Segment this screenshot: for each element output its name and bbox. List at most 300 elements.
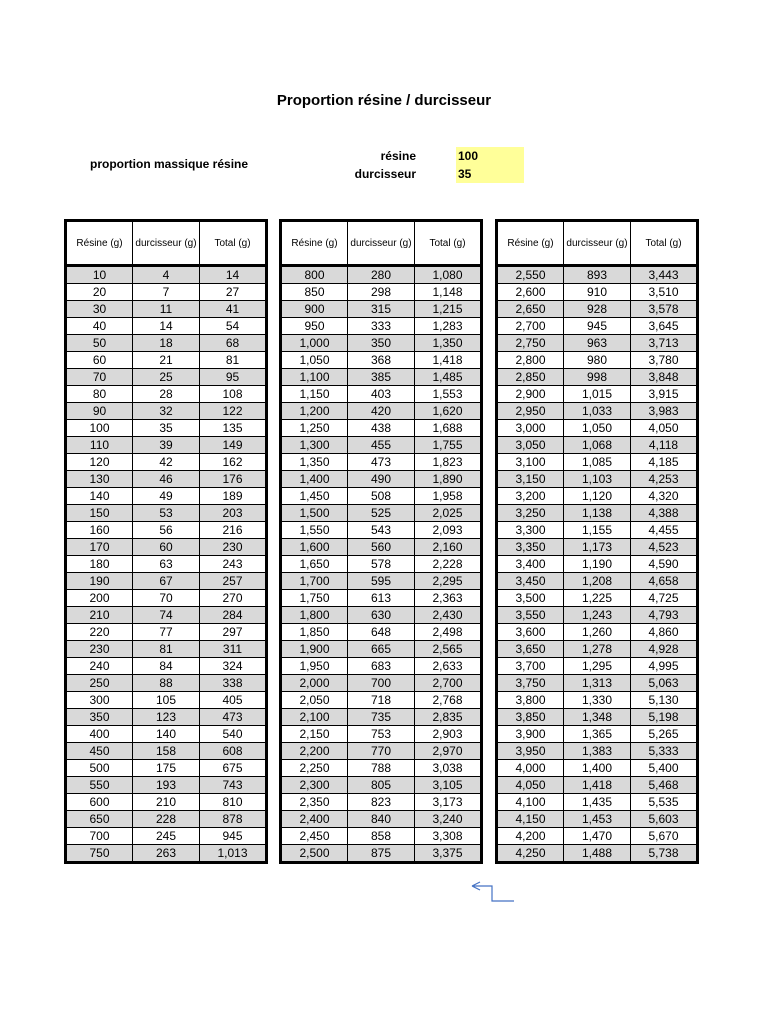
cell-resine[interactable]: 4,000 (497, 760, 564, 777)
cell-resine[interactable]: 350 (66, 709, 133, 726)
cell-resine[interactable]: 220 (66, 624, 133, 641)
cell-resine[interactable]: 3,350 (497, 539, 564, 556)
cell-durcisseur[interactable]: 193 (133, 777, 200, 794)
cell-total[interactable]: 95 (200, 369, 267, 386)
cell-resine[interactable]: 1,550 (281, 522, 348, 539)
cell-resine[interactable]: 230 (66, 641, 133, 658)
cell-durcisseur[interactable]: 210 (133, 794, 200, 811)
cell-total[interactable]: 4,523 (631, 539, 698, 556)
cell-resine[interactable]: 1,500 (281, 505, 348, 522)
cell-durcisseur[interactable]: 578 (348, 556, 415, 573)
cell-total[interactable]: 5,603 (631, 811, 698, 828)
cell-total[interactable]: 3,578 (631, 301, 698, 318)
cell-total[interactable]: 1,013 (200, 845, 267, 863)
cell-durcisseur[interactable]: 81 (133, 641, 200, 658)
cell-total[interactable]: 4,860 (631, 624, 698, 641)
cell-resine[interactable]: 1,650 (281, 556, 348, 573)
cell-resine[interactable]: 3,450 (497, 573, 564, 590)
cell-resine[interactable]: 50 (66, 335, 133, 352)
cell-total[interactable]: 284 (200, 607, 267, 624)
cell-resine[interactable]: 4,150 (497, 811, 564, 828)
cell-total[interactable]: 540 (200, 726, 267, 743)
cell-durcisseur[interactable]: 1,173 (564, 539, 631, 556)
cell-resine[interactable]: 900 (281, 301, 348, 318)
cell-total[interactable]: 945 (200, 828, 267, 845)
cell-resine[interactable]: 130 (66, 471, 133, 488)
cell-total[interactable]: 2,160 (415, 539, 482, 556)
cell-resine[interactable]: 750 (66, 845, 133, 863)
cell-resine[interactable]: 2,850 (497, 369, 564, 386)
cell-durcisseur[interactable]: 1,120 (564, 488, 631, 505)
cell-total[interactable]: 473 (200, 709, 267, 726)
cell-resine[interactable]: 4,250 (497, 845, 564, 863)
cell-resine[interactable]: 3,000 (497, 420, 564, 437)
cell-durcisseur[interactable]: 280 (348, 266, 415, 284)
cell-total[interactable]: 5,468 (631, 777, 698, 794)
cell-resine[interactable]: 4,200 (497, 828, 564, 845)
cell-total[interactable]: 324 (200, 658, 267, 675)
cell-resine[interactable]: 1,250 (281, 420, 348, 437)
cell-durcisseur[interactable]: 963 (564, 335, 631, 352)
cell-total[interactable]: 1,485 (415, 369, 482, 386)
cell-total[interactable]: 3,780 (631, 352, 698, 369)
cell-resine[interactable]: 90 (66, 403, 133, 420)
cell-total[interactable]: 1,418 (415, 352, 482, 369)
cell-durcisseur[interactable]: 560 (348, 539, 415, 556)
cell-durcisseur[interactable]: 823 (348, 794, 415, 811)
cell-total[interactable]: 5,198 (631, 709, 698, 726)
cell-durcisseur[interactable]: 368 (348, 352, 415, 369)
cell-resine[interactable]: 3,050 (497, 437, 564, 454)
cell-total[interactable]: 216 (200, 522, 267, 539)
cell-durcisseur[interactable]: 140 (133, 726, 200, 743)
cell-total[interactable]: 1,350 (415, 335, 482, 352)
cell-resine[interactable]: 80 (66, 386, 133, 403)
cell-durcisseur[interactable]: 88 (133, 675, 200, 692)
cell-durcisseur[interactable]: 770 (348, 743, 415, 760)
cell-durcisseur[interactable]: 1,295 (564, 658, 631, 675)
cell-resine[interactable]: 160 (66, 522, 133, 539)
cell-durcisseur[interactable]: 84 (133, 658, 200, 675)
cell-durcisseur[interactable]: 67 (133, 573, 200, 590)
cell-total[interactable]: 4,050 (631, 420, 698, 437)
cell-durcisseur[interactable]: 228 (133, 811, 200, 828)
cell-resine[interactable]: 2,300 (281, 777, 348, 794)
cell-durcisseur[interactable]: 1,260 (564, 624, 631, 641)
cell-resine[interactable]: 2,200 (281, 743, 348, 760)
cell-resine[interactable]: 2,350 (281, 794, 348, 811)
cell-durcisseur[interactable]: 1,085 (564, 454, 631, 471)
cell-resine[interactable]: 3,800 (497, 692, 564, 709)
cell-total[interactable]: 3,848 (631, 369, 698, 386)
cell-total[interactable]: 4,793 (631, 607, 698, 624)
cell-resine[interactable]: 1,350 (281, 454, 348, 471)
cell-total[interactable]: 1,688 (415, 420, 482, 437)
cell-resine[interactable]: 30 (66, 301, 133, 318)
cell-durcisseur[interactable]: 928 (564, 301, 631, 318)
cell-resine[interactable]: 20 (66, 284, 133, 301)
cell-resine[interactable]: 450 (66, 743, 133, 760)
cell-durcisseur[interactable]: 1,050 (564, 420, 631, 437)
cell-resine[interactable]: 210 (66, 607, 133, 624)
cell-total[interactable]: 2,430 (415, 607, 482, 624)
cell-total[interactable]: 122 (200, 403, 267, 420)
cell-total[interactable]: 297 (200, 624, 267, 641)
cell-total[interactable]: 2,903 (415, 726, 482, 743)
cell-total[interactable]: 3,240 (415, 811, 482, 828)
cell-total[interactable]: 230 (200, 539, 267, 556)
cell-durcisseur[interactable]: 7 (133, 284, 200, 301)
cell-resine[interactable]: 180 (66, 556, 133, 573)
cell-durcisseur[interactable]: 1,190 (564, 556, 631, 573)
cell-total[interactable]: 5,265 (631, 726, 698, 743)
cell-total[interactable]: 1,890 (415, 471, 482, 488)
cell-durcisseur[interactable]: 753 (348, 726, 415, 743)
cell-durcisseur[interactable]: 315 (348, 301, 415, 318)
cell-durcisseur[interactable]: 1,138 (564, 505, 631, 522)
cell-resine[interactable]: 3,600 (497, 624, 564, 641)
cell-resine[interactable]: 200 (66, 590, 133, 607)
cell-resine[interactable]: 10 (66, 266, 133, 284)
cell-resine[interactable]: 60 (66, 352, 133, 369)
cell-durcisseur[interactable]: 945 (564, 318, 631, 335)
cell-durcisseur[interactable]: 473 (348, 454, 415, 471)
cell-durcisseur[interactable]: 175 (133, 760, 200, 777)
cell-total[interactable]: 4,455 (631, 522, 698, 539)
cell-durcisseur[interactable]: 56 (133, 522, 200, 539)
cell-durcisseur[interactable]: 4 (133, 266, 200, 284)
cell-durcisseur[interactable]: 858 (348, 828, 415, 845)
cell-total[interactable]: 68 (200, 335, 267, 352)
cell-total[interactable]: 3,308 (415, 828, 482, 845)
cell-durcisseur[interactable]: 1,278 (564, 641, 631, 658)
cell-resine[interactable]: 600 (66, 794, 133, 811)
cell-total[interactable]: 1,080 (415, 266, 482, 284)
cell-durcisseur[interactable]: 245 (133, 828, 200, 845)
cell-total[interactable]: 878 (200, 811, 267, 828)
cell-resine[interactable]: 100 (66, 420, 133, 437)
cell-durcisseur[interactable]: 21 (133, 352, 200, 369)
cell-resine[interactable]: 3,200 (497, 488, 564, 505)
cell-durcisseur[interactable]: 1,453 (564, 811, 631, 828)
cell-durcisseur[interactable]: 63 (133, 556, 200, 573)
cell-resine[interactable]: 190 (66, 573, 133, 590)
cell-total[interactable]: 2,970 (415, 743, 482, 760)
cell-durcisseur[interactable]: 25 (133, 369, 200, 386)
cell-total[interactable]: 2,363 (415, 590, 482, 607)
cell-durcisseur[interactable]: 438 (348, 420, 415, 437)
cell-total[interactable]: 4,185 (631, 454, 698, 471)
cell-resine[interactable]: 1,300 (281, 437, 348, 454)
cell-durcisseur[interactable]: 613 (348, 590, 415, 607)
cell-durcisseur[interactable]: 455 (348, 437, 415, 454)
cell-durcisseur[interactable]: 1,225 (564, 590, 631, 607)
cell-total[interactable]: 81 (200, 352, 267, 369)
cell-total[interactable]: 675 (200, 760, 267, 777)
cell-resine[interactable]: 2,950 (497, 403, 564, 420)
cell-total[interactable]: 41 (200, 301, 267, 318)
cell-resine[interactable]: 2,750 (497, 335, 564, 352)
cell-resine[interactable]: 950 (281, 318, 348, 335)
cell-total[interactable]: 2,498 (415, 624, 482, 641)
cell-total[interactable]: 311 (200, 641, 267, 658)
cell-durcisseur[interactable]: 49 (133, 488, 200, 505)
cell-durcisseur[interactable]: 683 (348, 658, 415, 675)
cell-total[interactable]: 4,590 (631, 556, 698, 573)
cell-total[interactable]: 3,983 (631, 403, 698, 420)
cell-total[interactable]: 1,958 (415, 488, 482, 505)
cell-total[interactable]: 5,130 (631, 692, 698, 709)
cell-total[interactable]: 3,105 (415, 777, 482, 794)
cell-durcisseur[interactable]: 18 (133, 335, 200, 352)
cell-total[interactable]: 2,768 (415, 692, 482, 709)
cell-total[interactable]: 270 (200, 590, 267, 607)
cell-total[interactable]: 1,215 (415, 301, 482, 318)
ratio-value-resine[interactable]: 100 (456, 147, 524, 165)
cell-total[interactable]: 257 (200, 573, 267, 590)
cell-total[interactable]: 176 (200, 471, 267, 488)
cell-resine[interactable]: 1,800 (281, 607, 348, 624)
cell-total[interactable]: 3,443 (631, 266, 698, 284)
cell-total[interactable]: 3,173 (415, 794, 482, 811)
cell-resine[interactable]: 650 (66, 811, 133, 828)
cell-durcisseur[interactable]: 1,330 (564, 692, 631, 709)
cell-resine[interactable]: 3,850 (497, 709, 564, 726)
cell-resine[interactable]: 850 (281, 284, 348, 301)
cell-resine[interactable]: 1,450 (281, 488, 348, 505)
cell-total[interactable]: 5,670 (631, 828, 698, 845)
cell-resine[interactable]: 1,050 (281, 352, 348, 369)
cell-durcisseur[interactable]: 1,470 (564, 828, 631, 845)
cell-total[interactable]: 4,658 (631, 573, 698, 590)
cell-total[interactable]: 4,995 (631, 658, 698, 675)
cell-resine[interactable]: 150 (66, 505, 133, 522)
cell-resine[interactable]: 1,000 (281, 335, 348, 352)
cell-resine[interactable]: 3,400 (497, 556, 564, 573)
cell-resine[interactable]: 1,400 (281, 471, 348, 488)
cell-durcisseur[interactable]: 1,313 (564, 675, 631, 692)
cell-total[interactable]: 2,700 (415, 675, 482, 692)
cell-durcisseur[interactable]: 60 (133, 539, 200, 556)
cell-total[interactable]: 27 (200, 284, 267, 301)
cell-durcisseur[interactable]: 385 (348, 369, 415, 386)
cell-resine[interactable]: 1,750 (281, 590, 348, 607)
cell-resine[interactable]: 2,400 (281, 811, 348, 828)
cell-resine[interactable]: 2,250 (281, 760, 348, 777)
cell-total[interactable]: 5,738 (631, 845, 698, 863)
cell-resine[interactable]: 1,200 (281, 403, 348, 420)
cell-total[interactable]: 4,320 (631, 488, 698, 505)
cell-durcisseur[interactable]: 735 (348, 709, 415, 726)
cell-resine[interactable]: 40 (66, 318, 133, 335)
cell-durcisseur[interactable]: 123 (133, 709, 200, 726)
cell-durcisseur[interactable]: 630 (348, 607, 415, 624)
cell-resine[interactable]: 250 (66, 675, 133, 692)
cell-resine[interactable]: 2,050 (281, 692, 348, 709)
cell-total[interactable]: 1,283 (415, 318, 482, 335)
cell-total[interactable]: 2,565 (415, 641, 482, 658)
cell-total[interactable]: 1,823 (415, 454, 482, 471)
cell-total[interactable]: 338 (200, 675, 267, 692)
cell-total[interactable]: 4,118 (631, 437, 698, 454)
cell-resine[interactable]: 1,600 (281, 539, 348, 556)
cell-durcisseur[interactable]: 1,033 (564, 403, 631, 420)
cell-resine[interactable]: 3,950 (497, 743, 564, 760)
cell-resine[interactable]: 3,300 (497, 522, 564, 539)
cell-durcisseur[interactable]: 840 (348, 811, 415, 828)
cell-resine[interactable]: 400 (66, 726, 133, 743)
cell-resine[interactable]: 4,050 (497, 777, 564, 794)
cell-resine[interactable]: 2,000 (281, 675, 348, 692)
cell-total[interactable]: 108 (200, 386, 267, 403)
cell-resine[interactable]: 2,700 (497, 318, 564, 335)
cell-total[interactable]: 14 (200, 266, 267, 284)
cell-durcisseur[interactable]: 1,435 (564, 794, 631, 811)
cell-durcisseur[interactable]: 525 (348, 505, 415, 522)
cell-total[interactable]: 3,375 (415, 845, 482, 863)
cell-resine[interactable]: 500 (66, 760, 133, 777)
cell-durcisseur[interactable]: 1,400 (564, 760, 631, 777)
cell-durcisseur[interactable]: 1,383 (564, 743, 631, 760)
cell-resine[interactable]: 2,600 (497, 284, 564, 301)
cell-total[interactable]: 5,535 (631, 794, 698, 811)
cell-resine[interactable]: 1,850 (281, 624, 348, 641)
cell-durcisseur[interactable]: 1,208 (564, 573, 631, 590)
cell-durcisseur[interactable]: 46 (133, 471, 200, 488)
cell-resine[interactable]: 2,800 (497, 352, 564, 369)
cell-total[interactable]: 1,553 (415, 386, 482, 403)
cell-durcisseur[interactable]: 105 (133, 692, 200, 709)
cell-total[interactable]: 135 (200, 420, 267, 437)
cell-total[interactable]: 54 (200, 318, 267, 335)
cell-durcisseur[interactable]: 910 (564, 284, 631, 301)
cell-total[interactable]: 189 (200, 488, 267, 505)
cell-total[interactable]: 3,915 (631, 386, 698, 403)
cell-resine[interactable]: 1,900 (281, 641, 348, 658)
cell-total[interactable]: 3,645 (631, 318, 698, 335)
cell-durcisseur[interactable]: 403 (348, 386, 415, 403)
cell-total[interactable]: 149 (200, 437, 267, 454)
cell-total[interactable]: 4,725 (631, 590, 698, 607)
cell-resine[interactable]: 2,100 (281, 709, 348, 726)
cell-durcisseur[interactable]: 1,155 (564, 522, 631, 539)
cell-durcisseur[interactable]: 298 (348, 284, 415, 301)
cell-durcisseur[interactable]: 893 (564, 266, 631, 284)
cell-resine[interactable]: 2,550 (497, 266, 564, 284)
cell-durcisseur[interactable]: 875 (348, 845, 415, 863)
cell-durcisseur[interactable]: 53 (133, 505, 200, 522)
cell-durcisseur[interactable]: 788 (348, 760, 415, 777)
cell-resine[interactable]: 110 (66, 437, 133, 454)
cell-durcisseur[interactable]: 11 (133, 301, 200, 318)
cell-total[interactable]: 3,038 (415, 760, 482, 777)
cell-total[interactable]: 2,633 (415, 658, 482, 675)
cell-total[interactable]: 243 (200, 556, 267, 573)
cell-resine[interactable]: 2,500 (281, 845, 348, 863)
cell-resine[interactable]: 2,900 (497, 386, 564, 403)
cell-total[interactable]: 608 (200, 743, 267, 760)
cell-durcisseur[interactable]: 1,103 (564, 471, 631, 488)
cell-total[interactable]: 2,025 (415, 505, 482, 522)
cell-durcisseur[interactable]: 665 (348, 641, 415, 658)
cell-resine[interactable]: 3,150 (497, 471, 564, 488)
cell-total[interactable]: 1,620 (415, 403, 482, 420)
cell-durcisseur[interactable]: 350 (348, 335, 415, 352)
cell-durcisseur[interactable]: 14 (133, 318, 200, 335)
cell-resine[interactable]: 1,700 (281, 573, 348, 590)
cell-resine[interactable]: 3,700 (497, 658, 564, 675)
cell-durcisseur[interactable]: 490 (348, 471, 415, 488)
cell-resine[interactable]: 300 (66, 692, 133, 709)
cell-durcisseur[interactable]: 805 (348, 777, 415, 794)
ratio-value-durcisseur[interactable]: 35 (456, 165, 524, 183)
cell-durcisseur[interactable]: 1,365 (564, 726, 631, 743)
cell-total[interactable]: 743 (200, 777, 267, 794)
cell-resine[interactable]: 1,150 (281, 386, 348, 403)
cell-total[interactable]: 5,400 (631, 760, 698, 777)
cell-total[interactable]: 1,755 (415, 437, 482, 454)
cell-durcisseur[interactable]: 1,488 (564, 845, 631, 863)
cell-total[interactable]: 3,510 (631, 284, 698, 301)
cell-total[interactable]: 405 (200, 692, 267, 709)
cell-durcisseur[interactable]: 333 (348, 318, 415, 335)
cell-durcisseur[interactable]: 1,243 (564, 607, 631, 624)
cell-resine[interactable]: 70 (66, 369, 133, 386)
cell-total[interactable]: 4,388 (631, 505, 698, 522)
cell-total[interactable]: 5,063 (631, 675, 698, 692)
cell-durcisseur[interactable]: 420 (348, 403, 415, 420)
cell-durcisseur[interactable]: 263 (133, 845, 200, 863)
cell-resine[interactable]: 3,250 (497, 505, 564, 522)
cell-resine[interactable]: 3,750 (497, 675, 564, 692)
cell-resine[interactable]: 140 (66, 488, 133, 505)
cell-resine[interactable]: 1,950 (281, 658, 348, 675)
cell-resine[interactable]: 3,100 (497, 454, 564, 471)
cell-durcisseur[interactable]: 700 (348, 675, 415, 692)
cell-resine[interactable]: 3,900 (497, 726, 564, 743)
cell-durcisseur[interactable]: 1,015 (564, 386, 631, 403)
cell-durcisseur[interactable]: 508 (348, 488, 415, 505)
cell-resine[interactable]: 2,650 (497, 301, 564, 318)
cell-durcisseur[interactable]: 77 (133, 624, 200, 641)
cell-total[interactable]: 1,148 (415, 284, 482, 301)
cell-durcisseur[interactable]: 1,068 (564, 437, 631, 454)
cell-total[interactable]: 3,713 (631, 335, 698, 352)
cell-resine[interactable]: 240 (66, 658, 133, 675)
cell-resine[interactable]: 800 (281, 266, 348, 284)
cell-total[interactable]: 2,295 (415, 573, 482, 590)
cell-resine[interactable]: 2,450 (281, 828, 348, 845)
cell-resine[interactable]: 120 (66, 454, 133, 471)
cell-resine[interactable]: 1,100 (281, 369, 348, 386)
cell-durcisseur[interactable]: 74 (133, 607, 200, 624)
cell-durcisseur[interactable]: 39 (133, 437, 200, 454)
cell-total[interactable]: 162 (200, 454, 267, 471)
cell-total[interactable]: 4,928 (631, 641, 698, 658)
cell-durcisseur[interactable]: 595 (348, 573, 415, 590)
cell-durcisseur[interactable]: 28 (133, 386, 200, 403)
cell-total[interactable]: 2,835 (415, 709, 482, 726)
cell-durcisseur[interactable]: 42 (133, 454, 200, 471)
cell-durcisseur[interactable]: 32 (133, 403, 200, 420)
cell-durcisseur[interactable]: 648 (348, 624, 415, 641)
cell-resine[interactable]: 2,150 (281, 726, 348, 743)
cell-durcisseur[interactable]: 543 (348, 522, 415, 539)
cell-durcisseur[interactable]: 1,418 (564, 777, 631, 794)
cell-resine[interactable]: 4,100 (497, 794, 564, 811)
cell-resine[interactable]: 550 (66, 777, 133, 794)
cell-durcisseur[interactable]: 998 (564, 369, 631, 386)
